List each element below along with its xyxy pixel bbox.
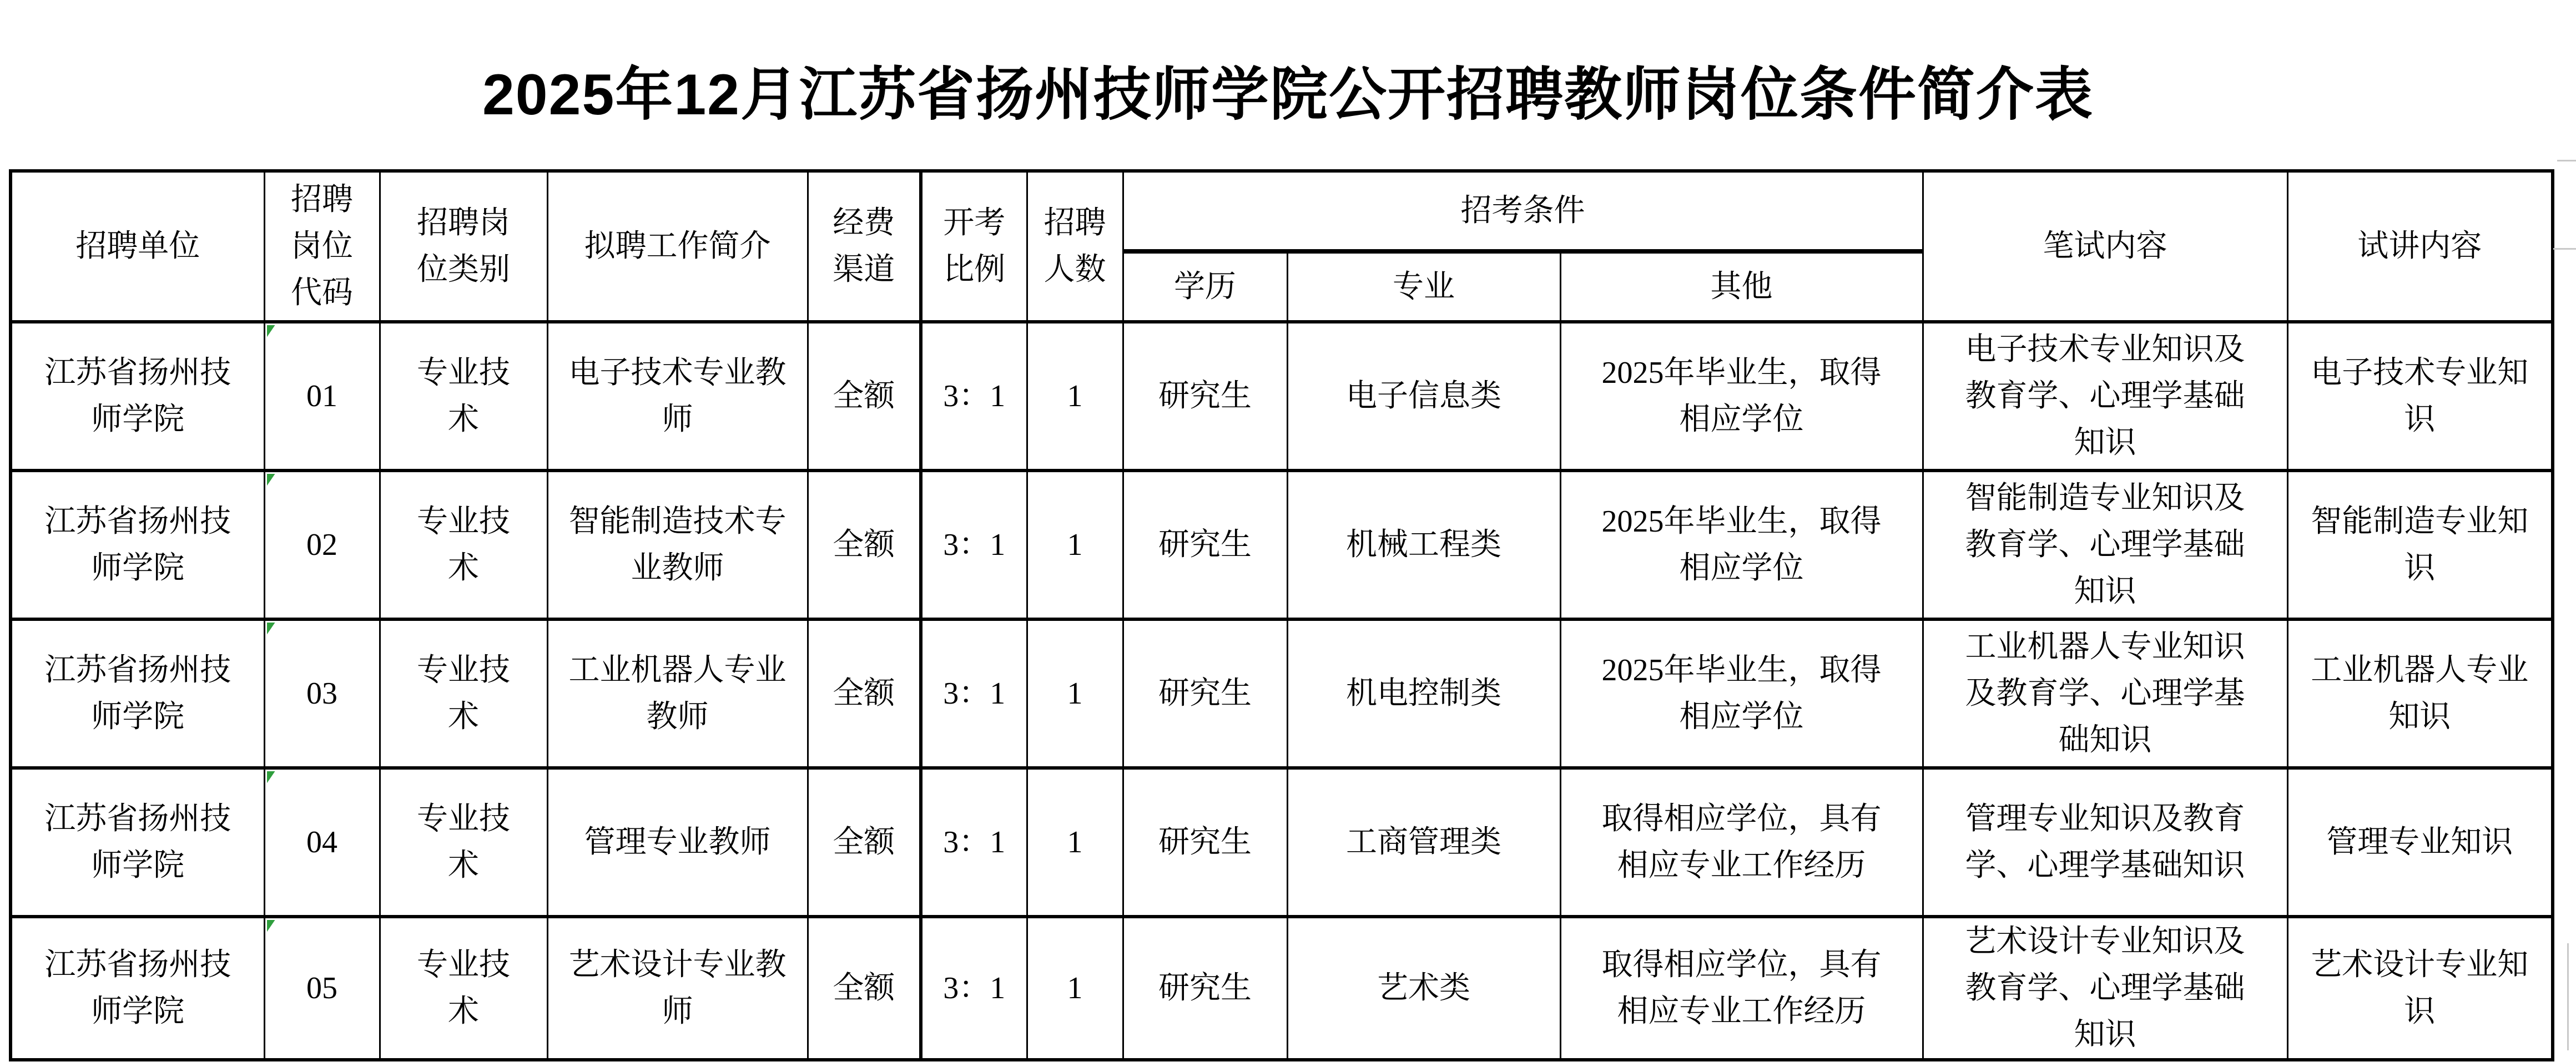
cell-headcount: 1: [1027, 917, 1123, 1060]
cell-education: 研究生: [1123, 768, 1287, 917]
cell-headcount: 1: [1027, 768, 1123, 917]
cell-category: 专业技术: [380, 768, 547, 917]
cell-category: 专业技术: [380, 471, 547, 619]
page-title: 2025年12月江苏省扬州技师学院公开招聘教师岗位条件简介表: [482, 63, 2094, 127]
cell-other: 2025年毕业生，取得相应学位: [1560, 322, 1923, 471]
cell-exam-ratio: 3：1: [921, 917, 1027, 1060]
cell-job-intro: 艺术设计专业教师: [547, 917, 808, 1060]
cell-code: [264, 768, 380, 917]
scan-artifact-line: [2553, 248, 2576, 250]
header-code: 招聘岗位代码: [264, 171, 380, 322]
cell-major: 机械工程类: [1287, 471, 1560, 619]
scan-artifact-line: [2557, 160, 2576, 161]
cell-category: 专业技术: [380, 917, 547, 1060]
cell-exam-ratio: 3：1: [921, 768, 1027, 917]
cell-other: 2025年毕业生，取得相应学位: [1560, 471, 1923, 619]
text-format-indicator-icon: [267, 325, 275, 337]
code-value: 02: [306, 528, 337, 562]
header-row: [11, 171, 2553, 251]
cell-code: [264, 619, 380, 768]
cell-exam-ratio: 3：1: [921, 322, 1027, 471]
header-headcount: 招聘人数: [1027, 171, 1123, 322]
table-row: [11, 917, 2553, 1060]
cell-headcount: 1: [1027, 471, 1123, 619]
cell-headcount: 1: [1027, 619, 1123, 768]
header-job-intro: 拟聘工作简介: [547, 171, 808, 322]
header-funding: 经费渠道: [808, 171, 921, 322]
cell-category: 专业技术: [380, 619, 547, 768]
cell-job-intro: 工业机器人专业教师: [547, 619, 808, 768]
cell-written-test: 工业机器人专业知识及教育学、心理学基础知识: [1923, 619, 2287, 768]
cell-exam-ratio: 3：1: [921, 471, 1027, 619]
cell-unit: 江苏省扬州技师学院: [11, 619, 264, 768]
cell-unit: 江苏省扬州技师学院: [11, 768, 264, 917]
table-row: [11, 322, 2553, 471]
cell-category: 专业技术: [380, 322, 547, 471]
cell-funding: 全额: [808, 917, 921, 1060]
cell-written-test: 管理专业知识及教育学、心理学基础知识: [1923, 768, 2287, 917]
text-format-indicator-icon: [267, 920, 275, 932]
header-written-test: 笔试内容: [1923, 171, 2287, 322]
table-row: [11, 768, 2553, 917]
cell-trial-lecture: 智能制造专业知识: [2287, 471, 2553, 619]
code-value: 01: [306, 379, 337, 413]
cell-unit: 江苏省扬州技师学院: [11, 471, 264, 619]
cell-written-test: 艺术设计专业知识及教育学、心理学基础知识: [1923, 917, 2287, 1060]
job-positions-table: [9, 169, 2554, 1061]
scan-artifact-line: [2567, 943, 2569, 1050]
cell-code: [264, 471, 380, 619]
header-category: 招聘岗位类别: [380, 171, 547, 322]
cell-written-test: 智能制造专业知识及教育学、心理学基础知识: [1923, 471, 2287, 619]
header-education: 学历: [1123, 251, 1287, 322]
cell-education: 研究生: [1123, 322, 1287, 471]
table-row: [11, 471, 2553, 619]
cell-job-intro: 智能制造技术专业教师: [547, 471, 808, 619]
cell-trial-lecture: 工业机器人专业知识: [2287, 619, 2553, 768]
cell-trial-lecture: 艺术设计专业知识: [2287, 917, 2553, 1060]
cell-funding: 全额: [808, 768, 921, 917]
cell-funding: 全额: [808, 471, 921, 619]
text-format-indicator-icon: [267, 474, 275, 486]
cell-other: 取得相应学位，具有相应专业工作经历: [1560, 917, 1923, 1060]
header-major: 专业: [1287, 251, 1560, 322]
cell-education: 研究生: [1123, 619, 1287, 768]
cell-unit: 江苏省扬州技师学院: [11, 917, 264, 1060]
cell-major: 机电控制类: [1287, 619, 1560, 768]
cell-trial-lecture: 管理专业知识: [2287, 768, 2553, 917]
header-trial-lecture: 试讲内容: [2287, 171, 2553, 322]
cell-funding: 全额: [808, 322, 921, 471]
cell-education: 研究生: [1123, 917, 1287, 1060]
cell-exam-ratio: 3：1: [921, 619, 1027, 768]
cell-job-intro: 管理专业教师: [547, 768, 808, 917]
code-value: 03: [306, 676, 337, 711]
table-row: [11, 619, 2553, 768]
text-format-indicator-icon: [267, 771, 275, 783]
text-format-indicator-icon: [267, 623, 275, 635]
cell-code: [264, 322, 380, 471]
header-conditions-group: 招考条件: [1123, 171, 1923, 251]
cell-education: 研究生: [1123, 471, 1287, 619]
cell-job-intro: 电子技术专业教师: [547, 322, 808, 471]
cell-major: 工商管理类: [1287, 768, 1560, 917]
cell-funding: 全额: [808, 619, 921, 768]
cell-major: 艺术类: [1287, 917, 1560, 1060]
cell-written-test: 电子技术专业知识及教育学、心理学基础知识: [1923, 322, 2287, 471]
cell-headcount: 1: [1027, 322, 1123, 471]
code-value: 05: [306, 971, 337, 1005]
cell-unit: 江苏省扬州技师学院: [11, 322, 264, 471]
cell-other: 2025年毕业生，取得相应学位: [1560, 619, 1923, 768]
cell-major: 电子信息类: [1287, 322, 1560, 471]
header-exam-ratio: 开考比例: [921, 171, 1027, 322]
code-value: 04: [306, 825, 337, 859]
header-other: 其他: [1560, 251, 1923, 322]
cell-trial-lecture: 电子技术专业知识: [2287, 322, 2553, 471]
cell-other: 取得相应学位，具有相应专业工作经历: [1560, 768, 1923, 917]
cell-code: [264, 917, 380, 1060]
header-unit: 招聘单位: [11, 171, 264, 322]
